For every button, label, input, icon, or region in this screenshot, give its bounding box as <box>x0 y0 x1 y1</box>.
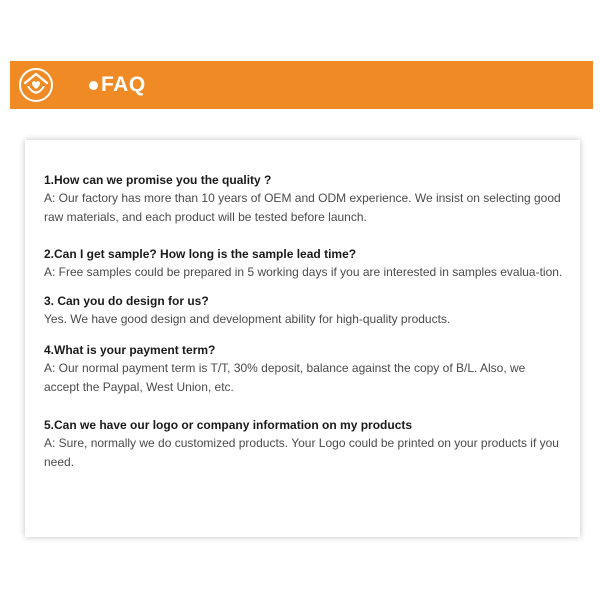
page-title: FAQ <box>101 73 146 96</box>
faq-item <box>44 342 564 397</box>
faq-item <box>44 293 564 329</box>
faq-answer: A: Our factory has more than 10 years of OEM and ODM experience. We insist on selecting good raw materials, and each product will be tested before launch. <box>44 191 561 224</box>
faq-header-banner <box>10 61 593 109</box>
faq-question: 4.What is your payment term? <box>44 343 216 357</box>
faq-item <box>44 417 564 472</box>
faq-answer: A: Our normal payment term is T/T, 30% deposit, balance against the copy of B/L. Also, we accept the Paypal, West Union, etc. <box>44 361 526 394</box>
faq-answer: A: Free samples could be prepared in 5 working days if you are interested in samples evalua-tion. <box>44 265 563 279</box>
faq-item <box>44 246 564 282</box>
faq-card <box>25 140 580 537</box>
house-with-heart-hands-icon <box>19 68 53 102</box>
faq-question: 3. Can you do design for us? <box>44 294 209 308</box>
faq-question: 1.How can we promise you the quality ? <box>44 173 272 187</box>
faq-answer: A: Sure, normally we do customized products. Your Logo could be printed on your products if you need. <box>44 436 559 469</box>
faq-question: 2.Can I get sample? How long is the sample lead time? <box>44 247 357 261</box>
faq-item <box>44 172 564 227</box>
title-bullet <box>89 81 98 90</box>
faq-list <box>44 172 564 472</box>
faq-question: 5.Can we have our logo or company information on my products <box>44 418 413 432</box>
faq-answer: Yes. We have good design and development ability for high-quality products. <box>44 312 451 326</box>
